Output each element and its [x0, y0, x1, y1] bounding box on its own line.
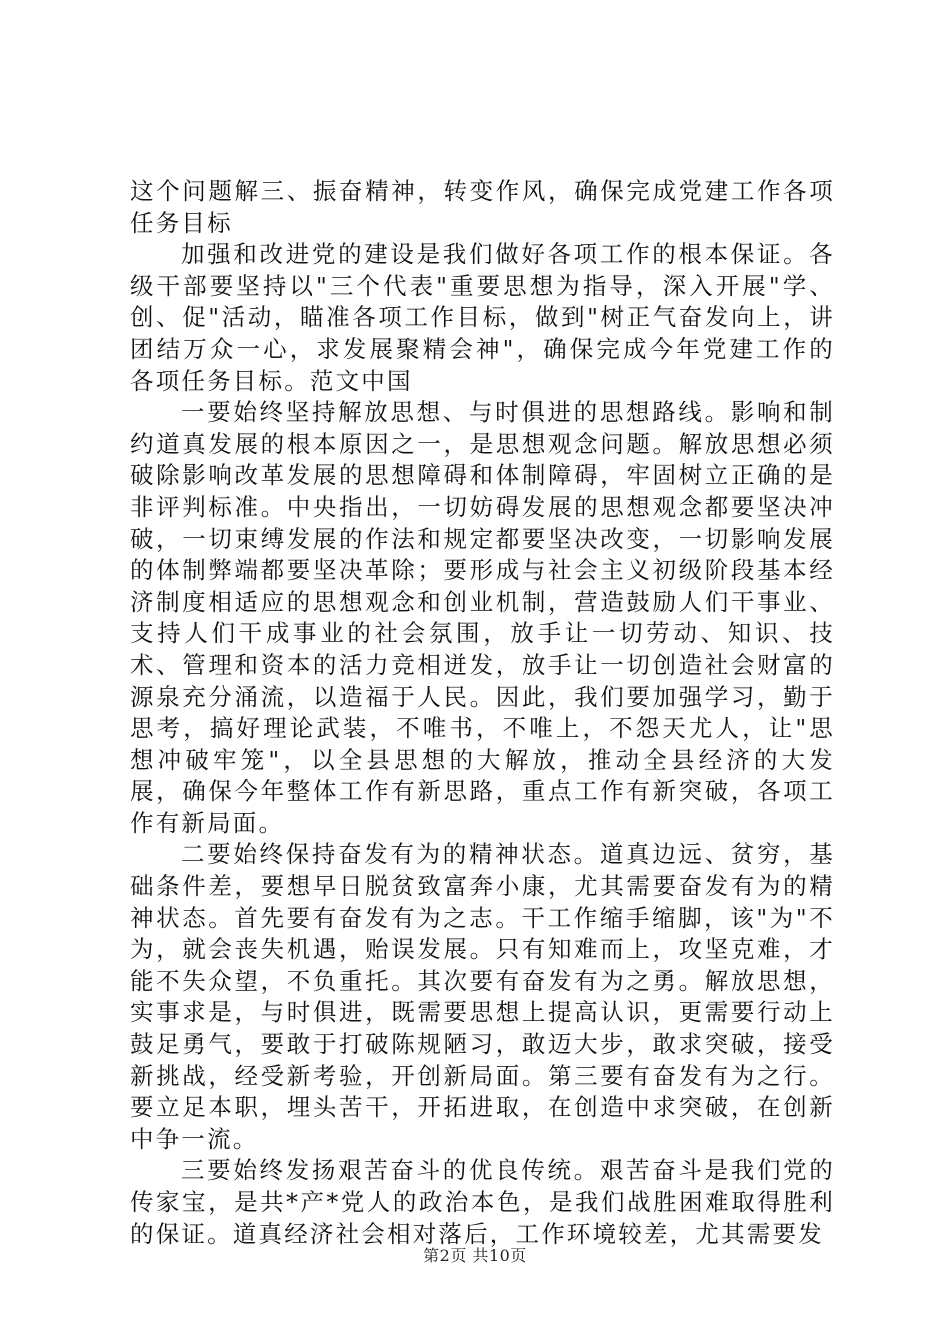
paragraph-hard-work: 三要始终发扬艰苦奋斗的优良传统。艰苦奋斗是我们党的传家宝，是共*产*党人的政治本色，是我们战胜困难取得胜利的保证。道真经济社会相对落后，工作环境较差，尤其需要发: [130, 1156, 835, 1248]
paragraph-heading-line: 这个问题解三、振奋精神，转变作风，确保完成党建工作各项任务目标: [130, 177, 835, 237]
paragraph-party-building: 加强和改进党的建设是我们做好各项工作的根本保证。各级干部要坚持以"三个代表"重要思想为指导，深入开展"学、创、促"活动，瞄准各项工作目标，做到"树正气奋发向上，讲团结万众一心，求发展聚精会神"，确保完成今年党建工作的各项任务目标。范文中国: [130, 240, 835, 395]
paragraph-emancipate-mind: 一要始终坚持解放思想、与时俱进的思想路线。影响和制约道真发展的根本原因之一，是思想观念问题。解放思想必须破除影响改革发展的思想障碍和体制障碍，牢固树立正确的是非评判标准。中央指出，一切妨碍发展的思想观念都要坚决冲破，一切束缚发展的作法和规定都要坚决改变，一切影响发展的体制弊端都要坚决革除；要形成与社会主义初级阶段基本经济制度相适应的思想观念和创业机制，营造鼓励人们干事业、支持人们干成事业的社会氛围，放手让一切劳动、知识、技术、管理和资本的活力竞相迸发，放手让一切创造社会财富的源泉充分涌流，以造福于人民。因此，我们要加强学习，勤于思考，搞好理论武装，不唯书，不唯上，不怨天尤人，让"思想冲破牢笼"，以全县思想的大解放，推动全县经济的大发展，确保今年整体工作有新思路，重点工作有新突破，各项工作有新局面。: [130, 398, 835, 837]
paragraph-spirit-state: 二要始终保持奋发有为的精神状态。道真边远、贫穷，基础条件差，要想早日脱贫致富奔小康，尤其需要奋发有为的精神状态。首先要有奋发有为之志。干工作缩手缩脚，该"为"不为，就会丧失机遇，贻误发展。只有知难而上，攻坚克难，才能不失众望，不负重托。其次要有奋发有为之勇。解放思想，实事求是，与时俱进，既需要思想上提高认识，更需要行动上鼓足勇气，要敢于打破陈规陋习，敢迈大步，敢求突破，接受新挑战，经受新考验，开创新局面。第三要有奋发有为之行。要立足本职，埋头苦干，开拓进取，在创造中求突破，在创新中争一流。: [130, 840, 835, 1153]
document-body: [130, 176, 835, 1250]
page-number-footer: 第2页 共10页: [423, 1246, 527, 1265]
